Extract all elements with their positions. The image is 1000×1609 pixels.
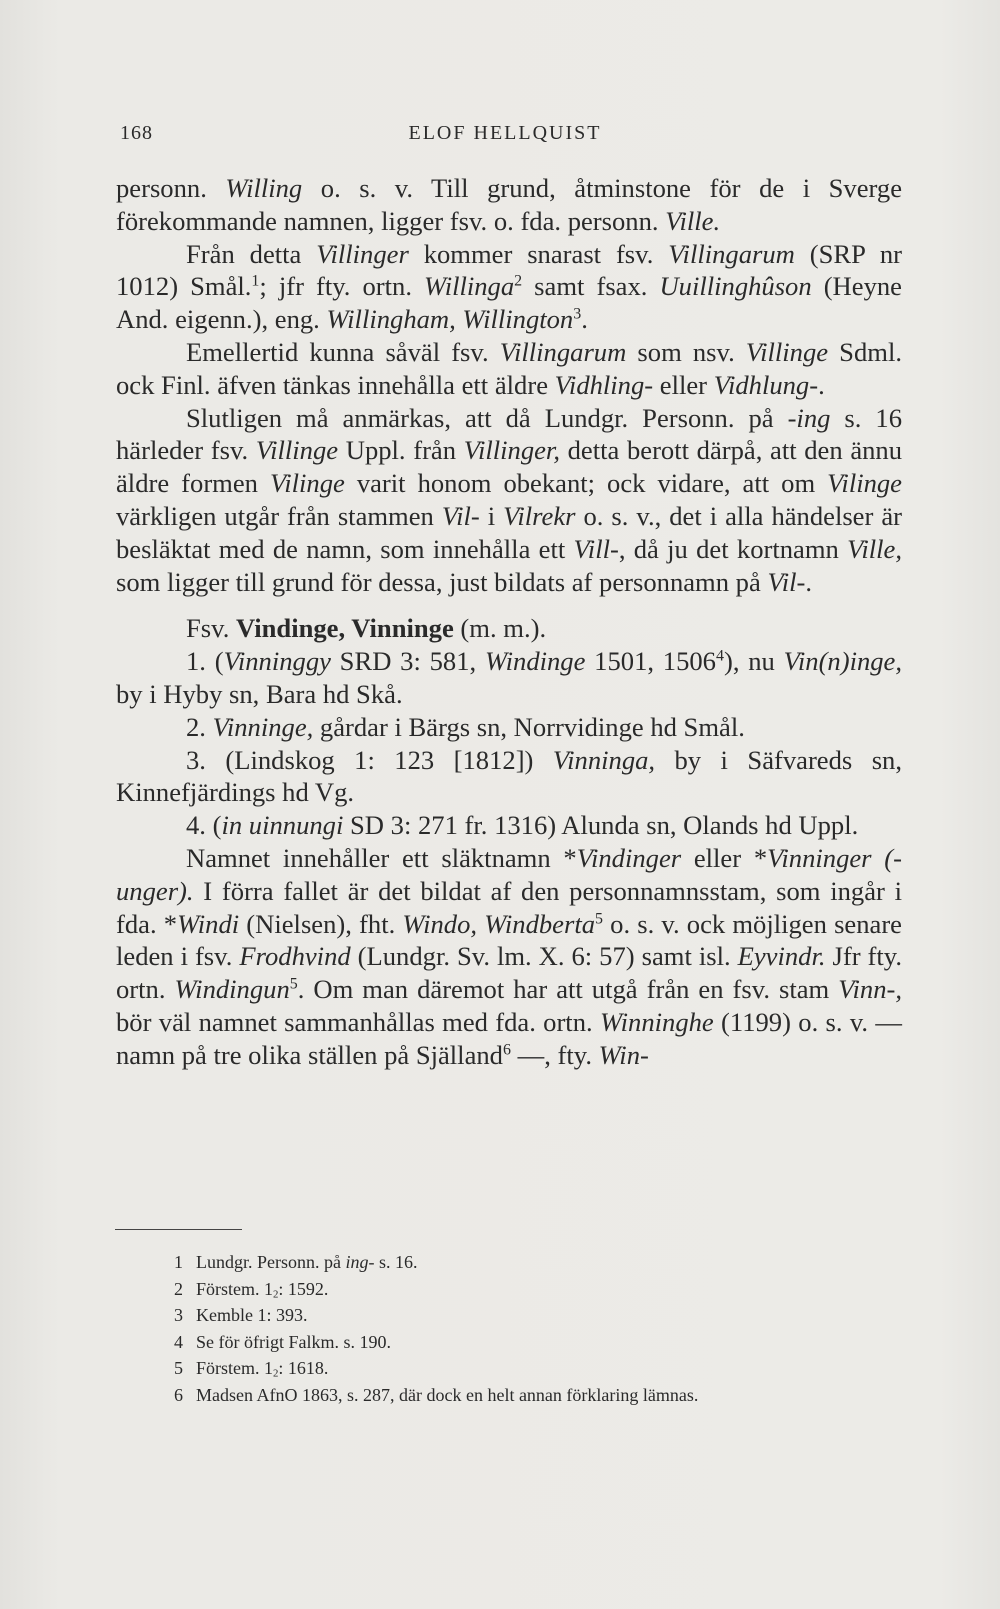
footnote: 6 Madsen AfnO 1863, s. 287, där dock en helt annan förklaring lämnas. [174,1384,699,1405]
paragraph: 1. (Vinninggy SRD 3: 581, Windinge 1501, 1506$^4$), nu Vin(n)inge, by i Hyby sn, Bara hd Skå. [116,646,903,709]
paragraph: Slutligen må anmärkas, att då Lundgr. Personn. på -ing s. 16 härleder fsv. Villinge Uppl. från Villinger, detta berott därpå, att den ännu äldre formen Vilinge varit honom obekant; ock vidare, att om Vilinge värkligen utgår från stammen Vil- i Vilrekr o. s. v., det i alla händelser är besläktat med de namn, som innehålla ett Vill-, då ju det kortnamn Ville, som ligger till grund för dessa, just bildats af personnamn på Vil-. [116,402,903,597]
footnote: 4 Se för öfrigt Falkm. s. 190. [174,1331,391,1352]
paragraph: 2. Vinninge, gårdar i Bärgs sn, Norrvidinge hd Smål. [186,711,745,742]
footnote: 1 Lundgr. Personn. på ing- s. 16. [174,1252,418,1272]
footnote: 3 Kemble 1: 393. [174,1305,308,1325]
body-text [116,172,902,1072]
paragraph: 3. (Lindskog 1: 123 [1812]) Vinninga, by i Säfvareds sn, Kinnefjärdings hd Vg. [116,744,903,808]
entry-heading: Fsv. Vindinge, Vinninge (m. m.). [186,613,547,644]
paragraph: personn. Willing o. s. v. Till grund, åtminstone för de i Sverge förekommande namnen, ligger fsv. o. fda. personn. Ville. [116,173,902,236]
footnote-rule [115,1229,242,1230]
footnotes [174,1249,914,1408]
page-number: 168 [120,122,153,144]
paragraph: Emellertid kunna såväl fsv. Villingarum som nsv. Villinge Sdml. ock Finl. äfven tänkas innehålla ett äldre Vidhling- eller Vidhlung-. [116,336,902,400]
paragraph: Namnet innehåller ett släktnamn *Vindinger eller *Vinninger (-unger). I förra fallet är det bildat af den personnamnsstam, som ingår i fda. *Windi (Nielsen), fht. Windo, Windberta$^5$ o. s. v. ock möjligen senare leden i fsv. Frodhvind (Lundgr. Sv. lm. X. 6: 57) samt isl. Eyvindr. Jfr fty. ortn. Windingun$^5$. Om man däremot har att utgå från en fsv. stam Vinn-, bör väl namnet sammanhållas med fda. ortn. Winninghe (1199) o. s. v. — namn på tre olika ställen på Själland$^6$ —, fty. Win- [116,842,902,1070]
footnote: 2 Förstem. $1_2$: 1592. [174,1278,329,1301]
footnote: 5 Förstem. $1_2$: 1618. [174,1358,329,1380]
running-title: ELOF HELLQUIST [408,122,602,144]
paragraph: Från detta Villinger kommer snarast fsv. Villingarum (SRP nr 1012) Smål.$^1$; jfr fty. ortn. Willinga$^2$ samt fsax. Uuillinghûson (Heyne And. eigenn.), eng. Willingham, Willington$^3$. [116,238,902,335]
paragraph: 4. (in uinnungi SD 3: 271 fr. 1316) Alunda sn, Olands hd Uppl. [186,810,859,841]
